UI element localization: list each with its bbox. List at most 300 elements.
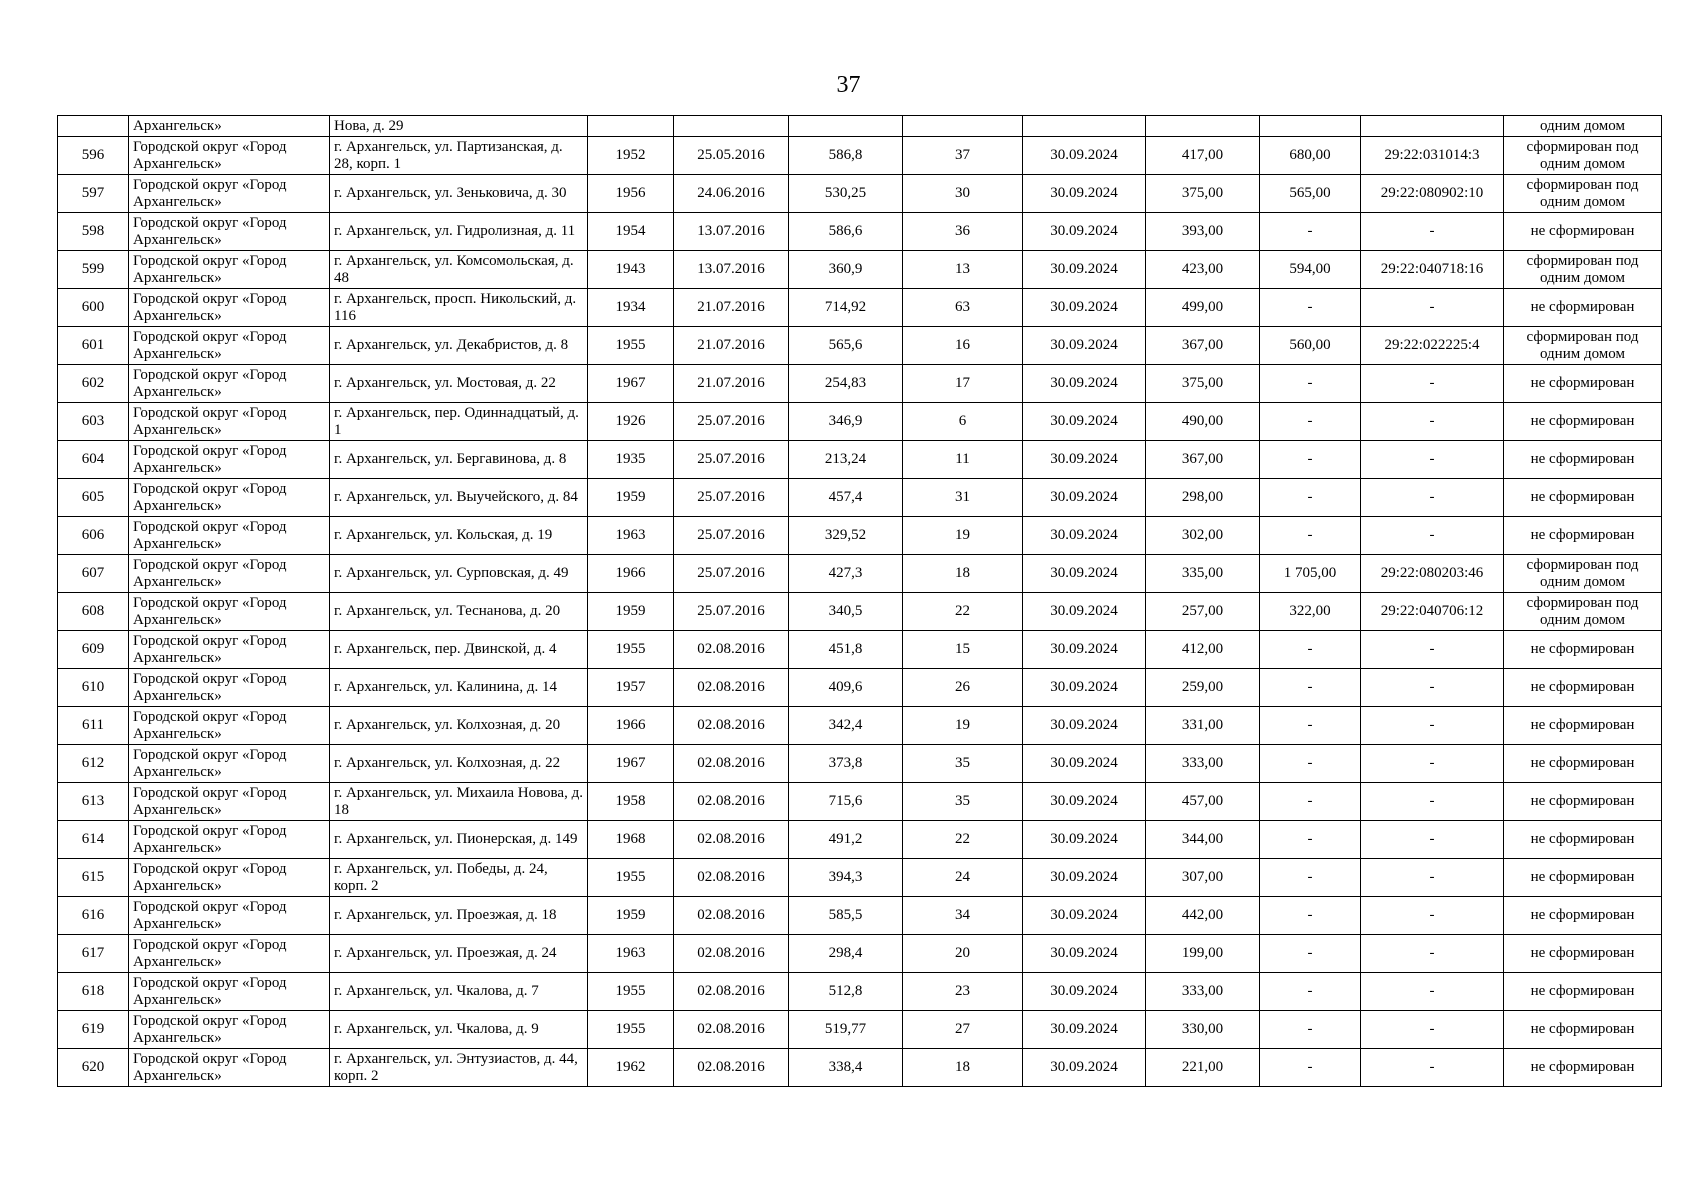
cell-municipality: Городской округ «Город Архангельск» xyxy=(129,631,330,669)
table-row xyxy=(58,365,1662,403)
cell-date: 02.08.2016 xyxy=(674,707,789,745)
cell-value2: - xyxy=(1260,973,1361,1011)
cell-deadline: 30.09.2024 xyxy=(1023,973,1146,1011)
cell-municipality: Городской округ «Город Архангельск» xyxy=(129,973,330,1011)
cell-municipality: Городской округ «Город Архангельск» xyxy=(129,859,330,897)
cell-value2: - xyxy=(1260,441,1361,479)
cell-num: 596 xyxy=(58,137,129,175)
cell-cadastral: - xyxy=(1361,669,1504,707)
cell-status: сформирован под одним домом xyxy=(1504,327,1662,365)
cell-area: 360,9 xyxy=(789,251,903,289)
cell-municipality: Городской округ «Город Архангельск» xyxy=(129,745,330,783)
cell-status: не сформирован xyxy=(1504,1049,1662,1087)
table-row xyxy=(58,821,1662,859)
cell-num: 602 xyxy=(58,365,129,403)
cell-value2: - xyxy=(1260,289,1361,327)
cell-cadastral: - xyxy=(1361,1049,1504,1087)
cell-address: г. Архангельск, ул. Сурповская, д. 49 xyxy=(330,555,588,593)
table-row xyxy=(58,517,1662,555)
cell-area: 346,9 xyxy=(789,403,903,441)
cell-deadline: 30.09.2024 xyxy=(1023,631,1146,669)
table-row xyxy=(58,707,1662,745)
cell-year: 1955 xyxy=(588,327,674,365)
cell-residents: 63 xyxy=(903,289,1023,327)
cell-residents: 35 xyxy=(903,745,1023,783)
cell-year: 1955 xyxy=(588,1011,674,1049)
cell-status: не сформирован xyxy=(1504,1011,1662,1049)
cell-status: не сформирован xyxy=(1504,935,1662,973)
cell-value1: 423,00 xyxy=(1146,251,1260,289)
cell-value2: - xyxy=(1260,707,1361,745)
cell-status: сформирован под одним домом xyxy=(1504,251,1662,289)
cell-cadastral: - xyxy=(1361,973,1504,1011)
cell-value2: - xyxy=(1260,783,1361,821)
cell-residents: 23 xyxy=(903,973,1023,1011)
cell-value1: 490,00 xyxy=(1146,403,1260,441)
cell-num: 613 xyxy=(58,783,129,821)
cell-cadastral: 29:22:080203:46 xyxy=(1361,555,1504,593)
cell-value2: - xyxy=(1260,1049,1361,1087)
cell-cadastral: 29:22:031014:3 xyxy=(1361,137,1504,175)
table-row xyxy=(58,593,1662,631)
cell-status: не сформирован xyxy=(1504,403,1662,441)
cell-cadastral: - xyxy=(1361,213,1504,251)
cell-area: 329,52 xyxy=(789,517,903,555)
cell-residents: 27 xyxy=(903,1011,1023,1049)
cell-num: 599 xyxy=(58,251,129,289)
cell-value2: - xyxy=(1260,213,1361,251)
cell-address: г. Архангельск, ул. Партизанская, д. 28, корп. 1 xyxy=(330,137,588,175)
cell-status: не сформирован xyxy=(1504,365,1662,403)
cell-value2: - xyxy=(1260,1011,1361,1049)
cell-year: 1955 xyxy=(588,859,674,897)
cell-year: 1957 xyxy=(588,669,674,707)
cell-residents: 20 xyxy=(903,935,1023,973)
cell-area: 340,5 xyxy=(789,593,903,631)
cell-cadastral: - xyxy=(1361,631,1504,669)
cell-year: 1966 xyxy=(588,707,674,745)
cell-municipality: Городской округ «Город Архангельск» xyxy=(129,669,330,707)
cell-address: г. Архангельск, ул. Декабристов, д. 8 xyxy=(330,327,588,365)
cell-value1: 221,00 xyxy=(1146,1049,1260,1087)
cell-value1: 333,00 xyxy=(1146,745,1260,783)
cell-area: 565,6 xyxy=(789,327,903,365)
cell-municipality: Городской округ «Город Архангельск» xyxy=(129,327,330,365)
cell-num xyxy=(58,116,129,137)
cell-municipality: Городской округ «Город Архангельск» xyxy=(129,365,330,403)
cell-num: 607 xyxy=(58,555,129,593)
cell-municipality: Городской округ «Город Архангельск» xyxy=(129,1049,330,1087)
cell-status: не сформирован xyxy=(1504,289,1662,327)
cell-address: г. Архангельск, ул. Михаила Новова, д. 18 xyxy=(330,783,588,821)
cell-year: 1959 xyxy=(588,593,674,631)
cell-cadastral: - xyxy=(1361,365,1504,403)
housing-registry-table xyxy=(57,115,1662,1087)
cell-status: сформирован под одним домом xyxy=(1504,593,1662,631)
cell-num: 619 xyxy=(58,1011,129,1049)
cell-deadline: 30.09.2024 xyxy=(1023,403,1146,441)
cell-date: 13.07.2016 xyxy=(674,213,789,251)
cell-year: 1955 xyxy=(588,973,674,1011)
cell-value2: - xyxy=(1260,935,1361,973)
table-row xyxy=(58,289,1662,327)
cell-status: не сформирован xyxy=(1504,973,1662,1011)
cell-cadastral: - xyxy=(1361,859,1504,897)
cell-address: г. Архангельск, ул. Выучейского, д. 84 xyxy=(330,479,588,517)
cell-cadastral: - xyxy=(1361,935,1504,973)
cell-deadline: 30.09.2024 xyxy=(1023,365,1146,403)
cell-deadline: 30.09.2024 xyxy=(1023,707,1146,745)
cell-date: 25.07.2016 xyxy=(674,555,789,593)
cell-date: 25.07.2016 xyxy=(674,593,789,631)
cell-area: 298,4 xyxy=(789,935,903,973)
cell-residents: 16 xyxy=(903,327,1023,365)
cell-deadline: 30.09.2024 xyxy=(1023,555,1146,593)
cell-residents: 26 xyxy=(903,669,1023,707)
cell-deadline: 30.09.2024 xyxy=(1023,175,1146,213)
cell-status: не сформирован xyxy=(1504,517,1662,555)
cell-residents: 19 xyxy=(903,517,1023,555)
cell-residents: 24 xyxy=(903,859,1023,897)
cell-value1: 302,00 xyxy=(1146,517,1260,555)
cell-residents xyxy=(903,116,1023,137)
cell-year: 1963 xyxy=(588,935,674,973)
cell-value1: 417,00 xyxy=(1146,137,1260,175)
cell-area: 530,25 xyxy=(789,175,903,213)
cell-value1: 330,00 xyxy=(1146,1011,1260,1049)
cell-cadastral: 29:22:080902:10 xyxy=(1361,175,1504,213)
cell-residents: 34 xyxy=(903,897,1023,935)
cell-value1: 499,00 xyxy=(1146,289,1260,327)
cell-cadastral: 29:22:022225:4 xyxy=(1361,327,1504,365)
cell-value2: 322,00 xyxy=(1260,593,1361,631)
table-row xyxy=(58,973,1662,1011)
cell-cadastral xyxy=(1361,116,1504,137)
cell-status: не сформирован xyxy=(1504,631,1662,669)
cell-cadastral: 29:22:040706:12 xyxy=(1361,593,1504,631)
cell-year: 1956 xyxy=(588,175,674,213)
cell-area: 427,3 xyxy=(789,555,903,593)
cell-value2: - xyxy=(1260,669,1361,707)
cell-area: 586,6 xyxy=(789,213,903,251)
cell-residents: 17 xyxy=(903,365,1023,403)
cell-year: 1966 xyxy=(588,555,674,593)
cell-date: 25.07.2016 xyxy=(674,403,789,441)
cell-cadastral: 29:22:040718:16 xyxy=(1361,251,1504,289)
cell-cadastral: - xyxy=(1361,745,1504,783)
cell-status: не сформирован xyxy=(1504,859,1662,897)
table-row xyxy=(58,631,1662,669)
cell-area: 254,83 xyxy=(789,365,903,403)
table-row xyxy=(58,441,1662,479)
cell-deadline: 30.09.2024 xyxy=(1023,517,1146,555)
table-row xyxy=(58,213,1662,251)
cell-value2: - xyxy=(1260,365,1361,403)
cell-cadastral: - xyxy=(1361,289,1504,327)
cell-deadline: 30.09.2024 xyxy=(1023,213,1146,251)
cell-status: не сформирован xyxy=(1504,213,1662,251)
cell-num: 611 xyxy=(58,707,129,745)
cell-year: 1952 xyxy=(588,137,674,175)
cell-area: 409,6 xyxy=(789,669,903,707)
cell-cadastral: - xyxy=(1361,821,1504,859)
cell-num: 614 xyxy=(58,821,129,859)
cell-value1: 259,00 xyxy=(1146,669,1260,707)
cell-num: 609 xyxy=(58,631,129,669)
cell-date: 25.07.2016 xyxy=(674,441,789,479)
cell-year: 1935 xyxy=(588,441,674,479)
table-row xyxy=(58,479,1662,517)
cell-municipality: Городской округ «Город Архангельск» xyxy=(129,479,330,517)
cell-year: 1967 xyxy=(588,745,674,783)
table-row xyxy=(58,859,1662,897)
cell-date: 25.05.2016 xyxy=(674,137,789,175)
table-row xyxy=(58,669,1662,707)
cell-num: 606 xyxy=(58,517,129,555)
table-row xyxy=(58,137,1662,175)
cell-date: 02.08.2016 xyxy=(674,973,789,1011)
cell-deadline: 30.09.2024 xyxy=(1023,745,1146,783)
table-row xyxy=(58,251,1662,289)
cell-municipality: Городской округ «Город Архангельск» xyxy=(129,783,330,821)
cell-value2: - xyxy=(1260,631,1361,669)
cell-address: Нова, д. 29 xyxy=(330,116,588,137)
cell-residents: 30 xyxy=(903,175,1023,213)
cell-num: 603 xyxy=(58,403,129,441)
cell-area: 714,92 xyxy=(789,289,903,327)
cell-residents: 15 xyxy=(903,631,1023,669)
table-row xyxy=(58,403,1662,441)
cell-cadastral: - xyxy=(1361,517,1504,555)
cell-deadline: 30.09.2024 xyxy=(1023,479,1146,517)
cell-value2: - xyxy=(1260,821,1361,859)
table-body xyxy=(58,116,1662,1087)
cell-year: 1959 xyxy=(588,479,674,517)
cell-num: 605 xyxy=(58,479,129,517)
cell-num: 617 xyxy=(58,935,129,973)
cell-address: г. Архангельск, ул. Калинина, д. 14 xyxy=(330,669,588,707)
cell-area: 519,77 xyxy=(789,1011,903,1049)
cell-date: 25.07.2016 xyxy=(674,517,789,555)
cell-cadastral: - xyxy=(1361,1011,1504,1049)
cell-address: г. Архангельск, ул. Колхозная, д. 20 xyxy=(330,707,588,745)
cell-year: 1943 xyxy=(588,251,674,289)
cell-value1: 367,00 xyxy=(1146,327,1260,365)
cell-deadline: 30.09.2024 xyxy=(1023,783,1146,821)
cell-status: не сформирован xyxy=(1504,897,1662,935)
cell-date: 24.06.2016 xyxy=(674,175,789,213)
cell-cadastral: - xyxy=(1361,783,1504,821)
cell-value2: - xyxy=(1260,897,1361,935)
cell-value1: 344,00 xyxy=(1146,821,1260,859)
cell-value1: 257,00 xyxy=(1146,593,1260,631)
cell-municipality: Городской округ «Город Архангельск» xyxy=(129,593,330,631)
cell-num: 612 xyxy=(58,745,129,783)
cell-residents: 13 xyxy=(903,251,1023,289)
cell-year: 1954 xyxy=(588,213,674,251)
cell-residents: 18 xyxy=(903,1049,1023,1087)
cell-area: 451,8 xyxy=(789,631,903,669)
cell-deadline: 30.09.2024 xyxy=(1023,441,1146,479)
cell-value1: 333,00 xyxy=(1146,973,1260,1011)
cell-status: не сформирован xyxy=(1504,479,1662,517)
cell-date: 02.08.2016 xyxy=(674,821,789,859)
cell-area xyxy=(789,116,903,137)
cell-value1: 367,00 xyxy=(1146,441,1260,479)
cell-residents: 31 xyxy=(903,479,1023,517)
cell-area: 338,4 xyxy=(789,1049,903,1087)
cell-value2: - xyxy=(1260,859,1361,897)
cell-municipality: Городской округ «Город Архангельск» xyxy=(129,213,330,251)
cell-address: г. Архангельск, ул. Проезжая, д. 18 xyxy=(330,897,588,935)
cell-deadline: 30.09.2024 xyxy=(1023,251,1146,289)
cell-date xyxy=(674,116,789,137)
cell-date: 02.08.2016 xyxy=(674,631,789,669)
cell-deadline: 30.09.2024 xyxy=(1023,859,1146,897)
cell-residents: 18 xyxy=(903,555,1023,593)
table-row xyxy=(58,935,1662,973)
cell-year xyxy=(588,116,674,137)
cell-residents: 36 xyxy=(903,213,1023,251)
cell-address: г. Архангельск, просп. Никольский, д. 116 xyxy=(330,289,588,327)
cell-date: 02.08.2016 xyxy=(674,783,789,821)
cell-date: 02.08.2016 xyxy=(674,859,789,897)
cell-year: 1963 xyxy=(588,517,674,555)
cell-value1: 331,00 xyxy=(1146,707,1260,745)
cell-deadline: 30.09.2024 xyxy=(1023,1011,1146,1049)
cell-num: 615 xyxy=(58,859,129,897)
cell-date: 13.07.2016 xyxy=(674,251,789,289)
cell-address: г. Архангельск, ул. Кольская, д. 19 xyxy=(330,517,588,555)
table-row xyxy=(58,327,1662,365)
cell-address: г. Архангельск, ул. Чкалова, д. 9 xyxy=(330,1011,588,1049)
cell-value2: - xyxy=(1260,403,1361,441)
cell-date: 21.07.2016 xyxy=(674,327,789,365)
cell-date: 02.08.2016 xyxy=(674,745,789,783)
cell-num: 597 xyxy=(58,175,129,213)
cell-num: 604 xyxy=(58,441,129,479)
cell-num: 600 xyxy=(58,289,129,327)
cell-year: 1926 xyxy=(588,403,674,441)
cell-address: г. Архангельск, ул. Комсомольская, д. 48 xyxy=(330,251,588,289)
cell-deadline: 30.09.2024 xyxy=(1023,289,1146,327)
cell-municipality: Городской округ «Город Архангельск» xyxy=(129,897,330,935)
cell-status: не сформирован xyxy=(1504,783,1662,821)
cell-area: 491,2 xyxy=(789,821,903,859)
cell-address: г. Архангельск, ул. Теснанова, д. 20 xyxy=(330,593,588,631)
cell-deadline: 30.09.2024 xyxy=(1023,821,1146,859)
cell-num: 610 xyxy=(58,669,129,707)
cell-municipality: Городской округ «Город Архангельск» xyxy=(129,289,330,327)
cell-area: 586,8 xyxy=(789,137,903,175)
cell-year: 1967 xyxy=(588,365,674,403)
cell-value2 xyxy=(1260,116,1361,137)
cell-cadastral: - xyxy=(1361,897,1504,935)
cell-address: г. Архангельск, ул. Пионерская, д. 149 xyxy=(330,821,588,859)
cell-municipality: Городской округ «Город Архангельск» xyxy=(129,441,330,479)
cell-municipality: Городской округ «Город Архангельск» xyxy=(129,1011,330,1049)
cell-municipality: Городской округ «Город Архангельск» xyxy=(129,821,330,859)
cell-year: 1955 xyxy=(588,631,674,669)
cell-address: г. Архангельск, пер. Одиннадцатый, д. 1 xyxy=(330,403,588,441)
cell-area: 512,8 xyxy=(789,973,903,1011)
cell-residents: 37 xyxy=(903,137,1023,175)
cell-address: г. Архангельск, ул. Колхозная, д. 22 xyxy=(330,745,588,783)
cell-residents: 6 xyxy=(903,403,1023,441)
cell-value1 xyxy=(1146,116,1260,137)
cell-address: г. Архангельск, ул. Чкалова, д. 7 xyxy=(330,973,588,1011)
cell-year: 1958 xyxy=(588,783,674,821)
cell-residents: 22 xyxy=(903,593,1023,631)
cell-deadline: 30.09.2024 xyxy=(1023,935,1146,973)
cell-value1: 199,00 xyxy=(1146,935,1260,973)
cell-value1: 307,00 xyxy=(1146,859,1260,897)
cell-value2: - xyxy=(1260,745,1361,783)
cell-address: г. Архангельск, ул. Проезжая, д. 24 xyxy=(330,935,588,973)
cell-date: 02.08.2016 xyxy=(674,897,789,935)
cell-deadline: 30.09.2024 xyxy=(1023,137,1146,175)
cell-status: не сформирован xyxy=(1504,745,1662,783)
table-row xyxy=(58,1049,1662,1087)
cell-value2: 1 705,00 xyxy=(1260,555,1361,593)
cell-value1: 335,00 xyxy=(1146,555,1260,593)
cell-municipality: Архангельск» xyxy=(129,116,330,137)
cell-area: 394,3 xyxy=(789,859,903,897)
cell-deadline: 30.09.2024 xyxy=(1023,593,1146,631)
cell-deadline: 30.09.2024 xyxy=(1023,1049,1146,1087)
cell-value1: 375,00 xyxy=(1146,365,1260,403)
cell-num: 598 xyxy=(58,213,129,251)
cell-value2: - xyxy=(1260,517,1361,555)
cell-address: г. Архангельск, ул. Энтузиастов, д. 44, корп. 2 xyxy=(330,1049,588,1087)
cell-area: 585,5 xyxy=(789,897,903,935)
cell-area: 715,6 xyxy=(789,783,903,821)
continuation-row xyxy=(58,116,1662,137)
cell-residents: 22 xyxy=(903,821,1023,859)
cell-value1: 393,00 xyxy=(1146,213,1260,251)
cell-municipality: Городской округ «Город Архангельск» xyxy=(129,935,330,973)
cell-municipality: Городской округ «Город Архангельск» xyxy=(129,175,330,213)
cell-status: сформирован под одним домом xyxy=(1504,175,1662,213)
cell-residents: 35 xyxy=(903,783,1023,821)
cell-municipality: Городской округ «Город Архангельск» xyxy=(129,403,330,441)
cell-status: не сформирован xyxy=(1504,707,1662,745)
cell-status: не сформирован xyxy=(1504,669,1662,707)
cell-status: одним домом xyxy=(1504,116,1662,137)
cell-municipality: Городской округ «Город Архангельск» xyxy=(129,251,330,289)
table-row xyxy=(58,897,1662,935)
cell-value2: 565,00 xyxy=(1260,175,1361,213)
cell-status: не сформирован xyxy=(1504,441,1662,479)
cell-value2: 594,00 xyxy=(1260,251,1361,289)
cell-date: 02.08.2016 xyxy=(674,1049,789,1087)
cell-value2: 680,00 xyxy=(1260,137,1361,175)
cell-deadline xyxy=(1023,116,1146,137)
cell-value2: - xyxy=(1260,479,1361,517)
cell-municipality: Городской округ «Город Архангельск» xyxy=(129,555,330,593)
cell-address: г. Архангельск, ул. Зеньковича, д. 30 xyxy=(330,175,588,213)
cell-num: 601 xyxy=(58,327,129,365)
cell-date: 02.08.2016 xyxy=(674,935,789,973)
cell-value1: 442,00 xyxy=(1146,897,1260,935)
cell-deadline: 30.09.2024 xyxy=(1023,669,1146,707)
cell-year: 1968 xyxy=(588,821,674,859)
cell-deadline: 30.09.2024 xyxy=(1023,327,1146,365)
cell-deadline: 30.09.2024 xyxy=(1023,897,1146,935)
cell-value1: 298,00 xyxy=(1146,479,1260,517)
cell-num: 618 xyxy=(58,973,129,1011)
cell-status: не сформирован xyxy=(1504,821,1662,859)
